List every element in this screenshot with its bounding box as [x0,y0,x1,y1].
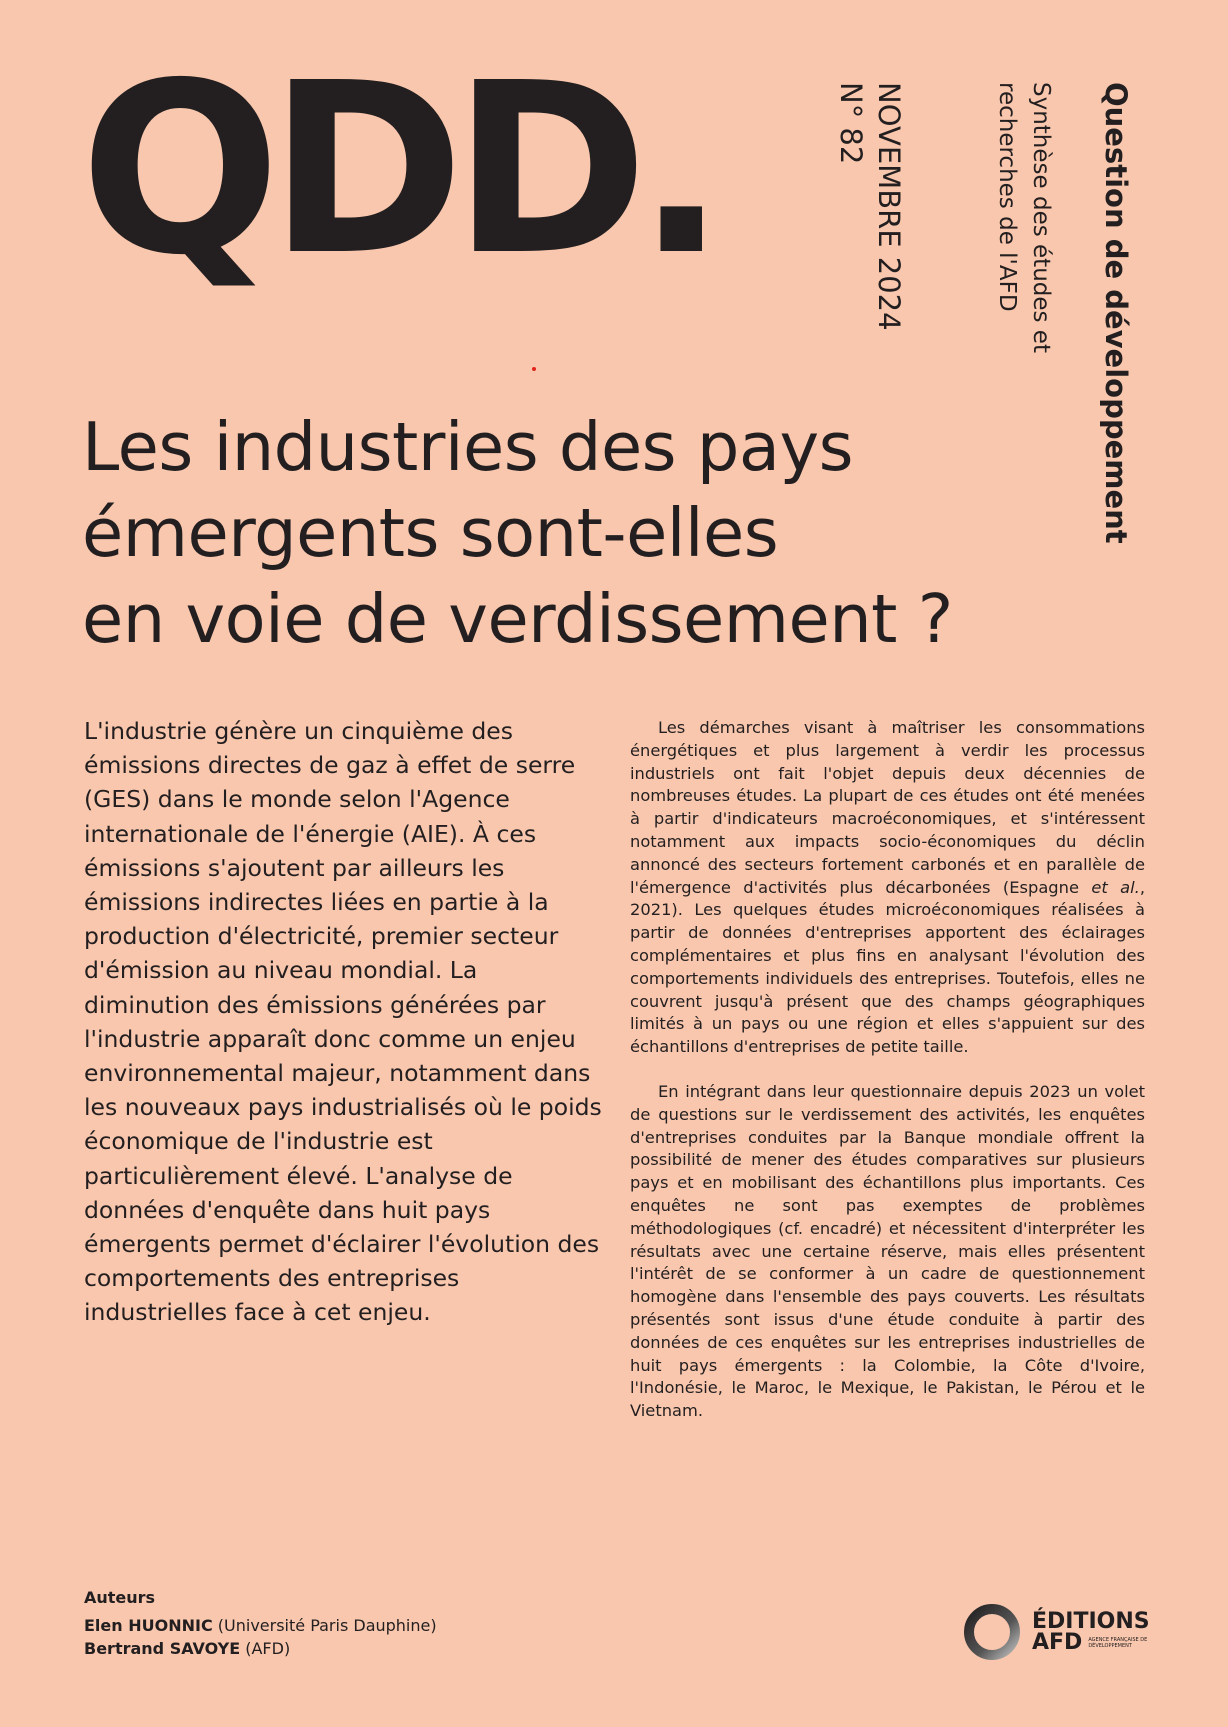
publisher-logo [960,1600,1150,1664]
body-paragraph-1 [630,717,1145,1059]
page-title [82,404,1162,662]
qdd-logo: QDD. [80,32,715,307]
author-2-affiliation: (AFD) [240,1639,291,1658]
issue-info [832,82,908,331]
issue-date: NOVEMBRE 2024 [872,82,906,331]
series-subtitle [990,82,1058,382]
series-title: Question de développement [1099,82,1133,544]
body-p1-text-b: , 2021). Les quelques études microéconomiques réalisées à partir de données d'entreprises apportent des éclairages complémentaires et plus fins en analysant l'évolution des comportements individuels des entreprises. Toutefois, elles ne couvrent jusqu'à présent que des champs géographiques limités à un pays ou une région et elles s'appuient sur des échantillons d'entreprises de petite taille. [630,877,1145,1057]
title-line-2: émergents sont-elles [82,494,779,572]
body-p1-etal: et al. [1091,877,1140,897]
publisher-text [1032,1611,1150,1653]
publisher-line-1: ÉDITIONS [1032,1609,1150,1634]
author-1 [84,1614,437,1637]
series-subtitle-text: Synthèse des études et recherches de l'AFD [994,82,1054,353]
title-line-1: Les industries des pays [82,408,854,486]
afd-ring-icon [960,1600,1024,1664]
author-1-name: Elen HUONNIC [84,1616,213,1635]
author-2-name: Bertrand SAVOYE [84,1639,241,1658]
author-2 [84,1637,437,1660]
publisher-line-2: AFD [1032,1630,1083,1655]
title-line-3: en voie de verdissement ? [82,580,953,658]
authors-block [84,1586,437,1660]
publisher-tagline: AGENCE FRANÇAISE DE DÉVELOPPEMENT [1088,1636,1148,1649]
decorative-dot [532,367,536,371]
author-1-affiliation: (Université Paris Dauphine) [212,1616,437,1635]
body-paragraph-2: En intégrant dans leur questionnaire depuis 2023 un volet de questions sur le verdissement des activités, les enquêtes d'entreprises conduites par la Banque mondiale offrent la possibilité de mener des études comparatives sur plusieurs pays et en mobilisant des échantillons plus importants. Ces enquêtes ne sont pas exemptes de problèmes méthodologiques (cf. encadré) et nécessitent d'interpréter les résultats avec une certaine réserve, mais elles présentent l'intérêt de se conformer à un cadre de questionnement homogène dans l'ensemble des pays couverts. Les résultats présentés sont issus d'une étude conduite à partir des données de ces enquêtes sur les entreprises industrielles de huit pays émergents : la Colombie, la Côte d'Ivoire, l'Indonésie, le Maroc, le Mexique, le Pakistan, le Pérou et le Vietnam. [630,1081,1145,1421]
body-p1-text-a: Les démarches visant à maîtriser les consommations énergétiques et plus largement à verdir les processus industriels ont fait l'objet depuis deux décennies de nombreuses études. La plupart de ces études ont été menées à partir d'indicateurs macroéconomiques, et s'intéressent notamment aux impacts socio-économiques du déclin annoncé des secteurs fortement carbonés et en parallèle de l'émergence d'activités plus décarbonées (Espagne [630,718,1145,897]
lede-paragraph: L'industrie génère un cinquième des émissions directes de gaz à effet de serre (GES) dans le monde selon l'Agence internationale de l'énergie (AIE). À ces émissions s'ajoutent par ailleurs les émissions indirectes liées en partie à la production d'électricité, premier secteur d'émission au niveau mondial. La diminution des émissions générées par l'industrie apparaît donc comme un enjeu environnemental majeur, notamment dans les nouveaux pays industrialisés où le poids économique de l'industrie est particulièrement élevé. L'analyse de données d'enquête dans huit pays émergents permet d'éclairer l'évolution des comportements des entreprises industrielles face à cet enjeu. [84,717,602,1327]
issue-number: N° 82 [834,82,868,165]
authors-heading: Auteurs [84,1588,156,1607]
body-column [630,717,1145,1445]
